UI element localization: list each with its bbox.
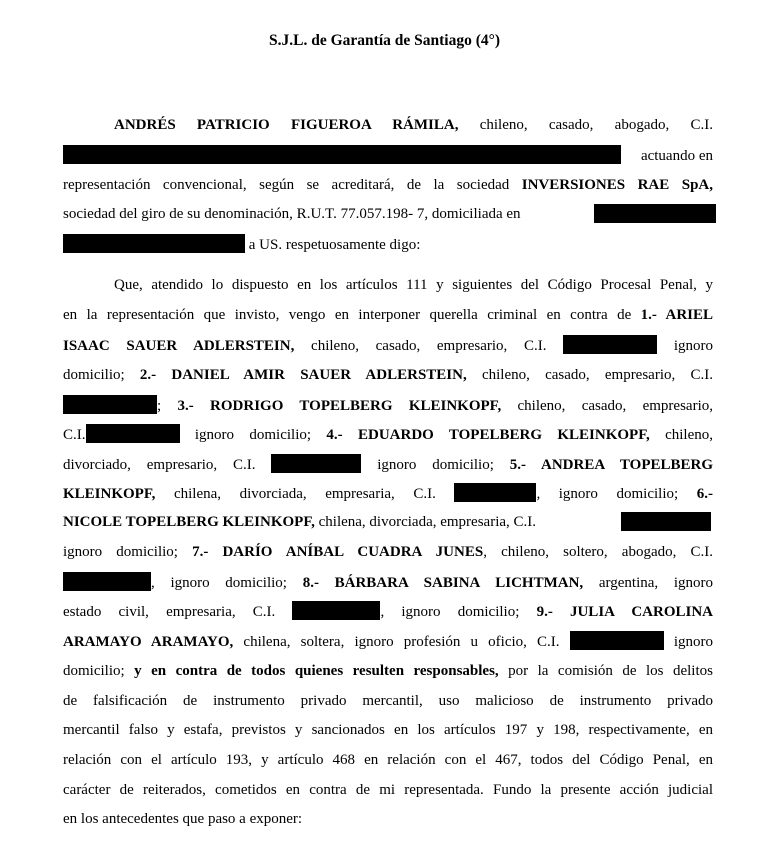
redaction-bar xyxy=(594,204,716,223)
intro-line-4: sociedad del giro de su denominación, R.U.T. 77.057.198- 7, domiciliada en xyxy=(63,204,713,224)
redaction-bar xyxy=(271,454,361,473)
intro-line-1: ANDRÉS PATRICIO FIGUEROA RÁMILA, chileno, casado, abogado, C.I. xyxy=(114,117,713,133)
redaction-bar xyxy=(621,512,711,531)
redaction-bar xyxy=(63,145,621,164)
body-line-5: ; 3.- RODRIGO TOPELBERG KLEINKOPF, chileno, casado, empresario, xyxy=(63,395,713,416)
redaction-bar xyxy=(454,483,536,502)
intro-line-3: representación convencional, según se acreditará, de la sociedad INVERSIONES RAE SpA, xyxy=(63,177,713,193)
body-line-15: de falsificación de instrumento privado mercantil, uso malicioso de instrumento privado xyxy=(63,693,713,709)
redaction-bar xyxy=(570,631,664,650)
body-line-4: domicilio; 2.- DANIEL AMIR SAUER ADLERSTEIN, chileno, casado, empresario, C.I. xyxy=(63,367,713,383)
body-line-2: en la representación que invisto, vengo en interponer querella criminal en contra de 1.- ARIEL xyxy=(63,307,714,323)
redaction-bar xyxy=(563,335,657,354)
body-line-10: ignoro domicilio; 7.- DARÍO ANÍBAL CUADRA JUNES, chileno, soltero, abogado, C.I. xyxy=(63,544,713,560)
body-line-19: en los antecedentes que paso a exponer: xyxy=(63,811,303,827)
body-line-9: NICOLE TOPELBERG KLEINKOPF, chilena, divorciada, empresaria, C.I. xyxy=(63,512,713,532)
body-line-16: mercantil falso y estafa, previstos y sancionados en los artículos 197 y 198, respectivamente, en xyxy=(63,722,713,738)
body-line-18: carácter de reiterados, cometidos en contra de mi representada. Fundo la presente acción judicial xyxy=(63,782,713,798)
body-line-3: ISAAC SAUER ADLERSTEIN, chileno, casado, empresario, C.I. ignoro xyxy=(63,335,713,356)
redaction-bar xyxy=(63,572,151,591)
body-line-6: C.I. ignoro domicilio; 4.- EDUARDO TOPELBERG KLEINKOPF, chileno, xyxy=(63,424,713,445)
body-line-11: , ignoro domicilio; 8.- BÁRBARA SABINA LICHTMAN, argentina, ignoro xyxy=(63,572,713,593)
intro-line-2: actuando en xyxy=(63,145,713,166)
intro-line-5: a US. respetuosamente digo: xyxy=(63,234,713,255)
redaction-bar xyxy=(292,601,380,620)
redaction-bar xyxy=(86,424,180,443)
redaction-bar xyxy=(63,234,245,253)
redaction-bar xyxy=(63,395,157,414)
court-heading: S.J.L. de Garantía de Santiago (4°) xyxy=(269,32,500,49)
company-name: INVERSIONES RAE SpA, xyxy=(521,177,713,193)
lawyer-name: ANDRÉS PATRICIO FIGUEROA RÁMILA, xyxy=(114,117,459,133)
body-line-7: divorciado, empresario, C.I. ignoro domicilio; 5.- ANDREA TOPELBERG xyxy=(63,454,713,475)
body-line-17: relación con el artículo 193, y artículo 468 en relación con el 467, todos del Código Penal, en xyxy=(63,752,713,768)
body-line-8: KLEINKOPF, chilena, divorciada, empresaria, C.I. , ignoro domicilio; 6.- xyxy=(63,483,713,504)
body-line-13: ARAMAYO ARAMAYO, chilena, soltera, ignoro profesión u oficio, C.I. ignoro xyxy=(63,631,713,652)
body-line-14: domicilio; y en contra de todos quienes resulten responsables, por la comisión de los delitos xyxy=(63,663,713,679)
body-line-1: Que, atendido lo dispuesto en los artículos 111 y siguientes del Código Procesal Penal, y xyxy=(114,277,713,293)
body-line-12: estado civil, empresaria, C.I. , ignoro domicilio; 9.- JULIA CAROLINA xyxy=(63,601,713,622)
